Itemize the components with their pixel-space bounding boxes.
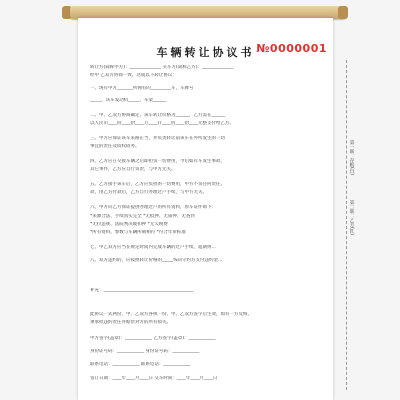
line-13: 六、甲方向乙方保证提供办理过户的所有资料，原车证件如下： <box>90 205 216 210</box>
line-18: 八、双方违约的，应按照转让价格的_____%向守约方支付违约金... <box>90 258 223 263</box>
line-7: 三、甲方应保证该车来路正当，并负责转让前该车在外所发生的一切 <box>90 136 225 141</box>
serial-number: №0000001 <box>256 42 327 55</box>
line-9: 四、乙方应在交接车辆之后即担负一切费用，今后如有车发生事故， <box>90 159 225 164</box>
line-6: 以人民币____佰____拾____万____仟____佰____拾____元整支付给乙方。 <box>90 121 234 126</box>
line-5: 二、甲、乙双方协商确定，该车转让价格为______，乙方需在______ <box>90 113 225 118</box>
clip-cap-right <box>338 6 348 19</box>
line-4: _____，该车发动机_____，车架______ <box>90 98 167 103</box>
line-14: *来源合法、手续真实完全 *无抵押、无质押、无查封 <box>90 214 195 219</box>
line-2: 经甲 乙双方协商一致，达成以下转让协议： <box>90 73 177 78</box>
line-24: 联系电话：____________ 联系电话：____________ <box>90 362 191 367</box>
line-12: 款，由乙方付款后，乙方自行办理过户手续，与甲方无关。 <box>90 190 207 195</box>
copy-label-second: 第二联：乙方(红) <box>349 200 354 236</box>
agreement-form <box>78 18 333 400</box>
line-1: 转让方(简称甲方)：______________ 买车方(简称乙方)：______________ <box>90 65 234 70</box>
line-20: 此协议一式两份，甲、乙双方各执一份，甲、乙双方签字后生效，如有一方反悔， <box>90 312 252 317</box>
line-22: 甲方签字(盖章)：____________ 乙方签字(盖章)：____________ <box>90 336 216 341</box>
line-16: *所有资料、参数与车辆所载相符 *符合年审标准 <box>90 230 186 235</box>
line-10: 其它事件，乙方应自行负责，与甲方无关。 <box>90 167 176 172</box>
line-11: 五、乙方接手该车后，乙方应负担的一切费用，甲方不负任何责任。 <box>90 182 225 187</box>
form-title: 车辆转让协议书 <box>156 46 255 59</box>
line-15: *无拉违规、法院判决或扣押 *无欠税费 <box>90 222 168 227</box>
line-21: 须承担违约责任并赔偿对方的所有损失。 <box>90 320 171 325</box>
line-23: 身份证号码：____________ 身份证号码：____________ <box>90 349 200 354</box>
line-3: 一、现有甲方_______所拥有的_________车，车牌号 <box>90 86 194 91</box>
line-17: 七、甲乙双方应当在规定时间内完成车辆的过户手续，超期则... <box>90 245 216 250</box>
line-19: 补充：________________________________________ <box>90 288 194 293</box>
copy-label-first: 第一联：存根(白) <box>349 140 354 176</box>
line-25: 签订日期：____年____月____日 交车时间：____年____月____日 <box>90 376 218 381</box>
line-8: 事宜的责任及债权债务。 <box>90 144 140 149</box>
